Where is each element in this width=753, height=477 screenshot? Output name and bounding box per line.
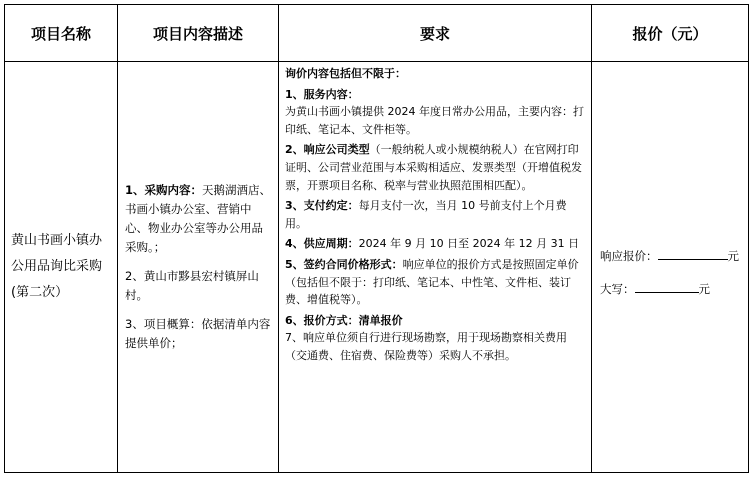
description-item-1 — [125, 181, 271, 257]
period-label: 4、供应周期： — [285, 237, 359, 251]
quote-method: 6、报价方式：清单报价 — [285, 313, 403, 327]
requirements-intro: 询价内容包括但不限于： — [285, 67, 406, 80]
price-label: 响应报价： — [600, 249, 658, 263]
price-unit: 元 — [727, 249, 739, 263]
price-input-blank[interactable] — [658, 247, 728, 260]
header-requirements: 要求 — [419, 24, 450, 43]
caps-line — [600, 280, 710, 297]
company-text: （一般纳税人或小规模纳税人）在官网打印证明、公司营业范围与本采购相适应、发票类型（开增值税发票，开票项目名称、税率与营业执照范围相匹配）。 — [285, 143, 582, 192]
requirements-cell — [279, 65, 591, 472]
header-project-description: 项目内容描述 — [152, 24, 243, 43]
company-label: 2、响应公司类型 — [285, 143, 370, 157]
service-text: 为黄山书画小镇提供 2024 年度日常办公用品，主要内容：打印纸、笔记本、文件柜等。 — [285, 105, 584, 136]
period-text: 2024 年 9 月 10 日至 2024 年 12 月 31 日 — [358, 237, 580, 251]
header-project-name: 项目名称 — [30, 24, 91, 43]
caps-input-blank[interactable] — [635, 280, 699, 293]
project-name: 黄山书画小镇办公用品询比采购(第二次） — [11, 233, 103, 300]
contract-price — [285, 256, 585, 309]
site-survey: 7、响应单位须自行进行现场勘察，用于现场勘察相关费用（交通费、住宿费、保险费等）采购人不承担。 — [285, 331, 567, 362]
price-line — [600, 247, 739, 264]
payment-label: 3、支付约定： — [285, 199, 359, 213]
contract-label: 5、签约合同价格形式： — [285, 257, 403, 271]
description-item-1-label: 1、采购内容： — [125, 183, 203, 197]
procurement-table — [4, 4, 749, 473]
payment-terms — [285, 197, 585, 232]
header-price: 报价（元） — [632, 24, 708, 43]
payment-text: 每月支付一次，当月 10 号前支付上个月费用。 — [285, 199, 567, 230]
description-item-1-text: 天鹅湖酒店、书画小镇办公室、营销中心、物业办公室等办公用品采购。； — [125, 183, 272, 254]
caps-unit: 元 — [698, 282, 710, 296]
contract-text: 响应单位的报价方式是按照固定单价（包括但不限于：打印纸、笔记本、中性笔、文件柜、装订费、增值税等）。 — [285, 257, 579, 307]
company-type — [285, 141, 585, 194]
service-label: 1、服务内容： — [285, 87, 359, 101]
supply-period — [285, 235, 585, 253]
project-description-cell — [118, 62, 278, 472]
description-item-3: 3、项目概算：依据清单内容提供单价； — [125, 317, 271, 350]
price-cell — [592, 62, 748, 472]
caps-label: 大写： — [600, 282, 635, 296]
description-item-2: 2、黄山市黟县宏村镇屏山村。 — [125, 269, 259, 302]
project-name-cell — [5, 62, 117, 472]
